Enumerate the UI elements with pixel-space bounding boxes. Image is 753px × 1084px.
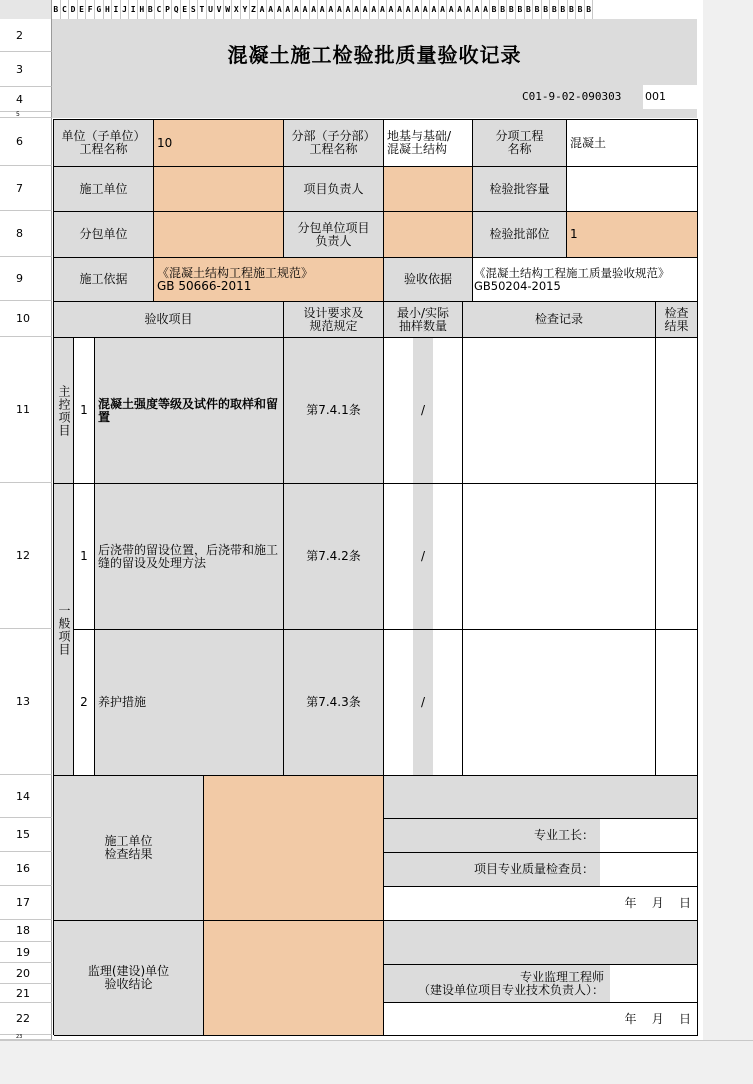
item-number: 1 xyxy=(74,338,95,484)
worksheet xyxy=(52,19,703,1040)
column-header[interactable]: X xyxy=(232,0,241,19)
column-header[interactable]: F xyxy=(86,0,95,19)
batch-capacity-label: 检验批容量 xyxy=(473,167,567,212)
row-header[interactable]: 20 xyxy=(0,963,52,984)
column-header[interactable]: C xyxy=(61,0,70,19)
row-header[interactable]: 12 xyxy=(0,483,52,629)
subcontract-unit-value[interactable] xyxy=(154,212,284,258)
column-header[interactable]: A xyxy=(456,0,465,19)
column-header[interactable]: E xyxy=(181,0,190,19)
foreman-label: 专业工长： xyxy=(384,819,600,853)
item-clause: 第7.4.3条 xyxy=(284,630,384,776)
row-header[interactable]: 5 xyxy=(0,112,52,118)
check-record-cell[interactable] xyxy=(463,338,656,484)
col-header-sample: 最小/实际 抽样数量 xyxy=(384,302,463,338)
column-header[interactable]: Q xyxy=(172,0,181,19)
batch-location-label: 检验批部位 xyxy=(473,212,567,258)
row-header[interactable]: 6 xyxy=(0,118,52,166)
construction-check-label: 施工单位 检查结果 xyxy=(54,776,204,921)
column-header[interactable]: A xyxy=(275,0,284,19)
status-area xyxy=(0,1040,753,1084)
row-header[interactable]: 21 xyxy=(0,984,52,1003)
project-manager-value[interactable] xyxy=(384,167,473,212)
acceptance-basis-value[interactable]: 《混凝土结构工程施工质量验收规范》 GB50204-2015 xyxy=(473,258,698,302)
row-header[interactable]: 19 xyxy=(0,942,52,963)
vertical-scroll-area[interactable] xyxy=(703,0,753,1040)
column-header[interactable]: B xyxy=(576,0,585,19)
column-header[interactable]: A xyxy=(318,0,327,19)
column-header[interactable]: A xyxy=(344,0,353,19)
column-header[interactable]: A xyxy=(361,0,370,19)
column-header[interactable]: A xyxy=(422,0,431,19)
form-code[interactable]: C01-9-02-090303 xyxy=(522,90,622,103)
form-code-suffix[interactable]: 001 xyxy=(643,85,697,109)
column-header[interactable]: B xyxy=(550,0,559,19)
supervision-engineer-label: 专业监理工程师 （建设单位项目专业技术负责人）： xyxy=(384,965,610,1003)
supervision-blank xyxy=(384,921,698,965)
column-header[interactable]: A xyxy=(258,0,267,19)
column-header[interactable]: A xyxy=(379,0,388,19)
unit-name-label: 单位（子单位） 工程名称 xyxy=(54,120,154,167)
supervision-engineer-signature[interactable] xyxy=(610,965,698,1003)
column-header[interactable]: A xyxy=(413,0,422,19)
column-header[interactable]: B xyxy=(533,0,542,19)
row-header[interactable]: 18 xyxy=(0,920,52,942)
actual-sample-cell[interactable] xyxy=(433,484,463,630)
item-clause: 第7.4.2条 xyxy=(284,484,384,630)
column-header[interactable]: A xyxy=(353,0,362,19)
min-sample-cell[interactable] xyxy=(384,338,413,484)
row-header-bar xyxy=(0,19,52,1040)
column-header[interactable]: A xyxy=(447,0,456,19)
min-sample-cell[interactable] xyxy=(384,484,413,630)
column-header[interactable]: A xyxy=(482,0,491,19)
main-control-group-label: 主控项目 xyxy=(54,338,74,484)
actual-sample-cell[interactable] xyxy=(433,338,463,484)
column-header[interactable]: B xyxy=(516,0,525,19)
column-header[interactable]: A xyxy=(284,0,293,19)
select-all-corner[interactable] xyxy=(0,0,52,19)
column-header[interactable]: B xyxy=(499,0,508,19)
inspector-label: 项目专业质量检查员： xyxy=(384,853,600,887)
column-header[interactable]: B xyxy=(52,0,61,19)
inspection-table xyxy=(53,119,698,1035)
column-header[interactable]: A xyxy=(404,0,413,19)
sample-slash: / xyxy=(413,484,433,630)
row-header[interactable]: 7 xyxy=(0,166,52,211)
check-record-cell[interactable] xyxy=(463,630,656,776)
project-manager-label: 项目负责人 xyxy=(284,167,384,212)
column-header[interactable]: A xyxy=(465,0,474,19)
column-header[interactable]: A xyxy=(439,0,448,19)
column-header[interactable]: A xyxy=(336,0,345,19)
min-sample-cell[interactable] xyxy=(384,630,413,776)
row-header[interactable]: 15 xyxy=(0,818,52,852)
sample-slash: / xyxy=(413,338,433,484)
column-header[interactable]: A xyxy=(327,0,336,19)
subcontract-manager-label: 分包单位项目 负责人 xyxy=(284,212,384,258)
subunit-name-value[interactable]: 地基与基础/ 混凝土结构 xyxy=(384,120,473,167)
column-header[interactable]: A xyxy=(387,0,396,19)
column-header[interactable]: Y xyxy=(241,0,250,19)
row-header[interactable]: 9 xyxy=(0,257,52,301)
row-header[interactable]: 14 xyxy=(0,775,52,818)
construction-unit-value[interactable] xyxy=(154,167,284,212)
construction-unit-label: 施工单位 xyxy=(54,167,154,212)
column-header[interactable]: J xyxy=(121,0,130,19)
col-header-record: 检查记录 xyxy=(463,302,656,338)
construction-basis-label: 施工依据 xyxy=(54,258,154,302)
column-header[interactable]: D xyxy=(69,0,78,19)
construction-basis-value[interactable]: 《混凝土结构工程施工规范》 GB 50666-2011 xyxy=(154,258,384,302)
column-header[interactable]: A xyxy=(310,0,319,19)
general-group-label: 一般项目 xyxy=(54,484,74,776)
actual-sample-cell[interactable] xyxy=(433,630,463,776)
row-header[interactable]: 16 xyxy=(0,852,52,886)
column-header[interactable]: A xyxy=(430,0,439,19)
batch-location-value[interactable]: 1 xyxy=(567,212,698,258)
column-header[interactable]: B xyxy=(490,0,499,19)
column-header[interactable]: C xyxy=(155,0,164,19)
item-clause: 第7.4.1条 xyxy=(284,338,384,484)
column-header[interactable]: H xyxy=(104,0,113,19)
column-header[interactable]: B xyxy=(559,0,568,19)
column-header[interactable]: S xyxy=(190,0,199,19)
column-header[interactable]: H xyxy=(138,0,147,19)
item-name: 混凝土强度等级及试件的取样和留置 xyxy=(95,338,284,484)
column-header[interactable]: W xyxy=(224,0,233,19)
column-header[interactable]: Z xyxy=(250,0,259,19)
col-header-items: 验收项目 xyxy=(54,302,284,338)
column-header[interactable]: U xyxy=(207,0,216,19)
inspector-signature[interactable] xyxy=(600,853,698,887)
column-header[interactable]: I xyxy=(112,0,121,19)
check-result-cell[interactable] xyxy=(656,484,698,630)
check-record-cell[interactable] xyxy=(463,484,656,630)
check-result-cell[interactable] xyxy=(656,338,698,484)
row-header[interactable]: 23 xyxy=(0,1035,52,1040)
column-header[interactable]: A xyxy=(293,0,302,19)
column-header[interactable]: P xyxy=(164,0,173,19)
row-header[interactable]: 10 xyxy=(0,301,52,337)
construction-check-result[interactable] xyxy=(204,776,384,921)
column-header[interactable]: T xyxy=(198,0,207,19)
foreman-signature[interactable] xyxy=(600,819,698,853)
col-header-design: 设计要求及 规范规定 xyxy=(284,302,384,338)
construction-date[interactable]: 年 月 日 xyxy=(384,887,698,921)
column-header[interactable]: B xyxy=(147,0,156,19)
column-header[interactable]: B xyxy=(507,0,516,19)
row-header[interactable]: 11 xyxy=(0,337,52,483)
item-name-value[interactable]: 混凝土 xyxy=(567,120,698,167)
unit-name-value[interactable]: 10 xyxy=(154,120,284,167)
construction-check-blank xyxy=(384,776,698,819)
item-number: 2 xyxy=(74,630,95,776)
column-header[interactable]: I xyxy=(129,0,138,19)
column-header[interactable]: B xyxy=(568,0,577,19)
row-header[interactable]: 3 xyxy=(0,52,52,87)
column-header[interactable]: B xyxy=(585,0,594,19)
supervision-date[interactable]: 年 月 日 xyxy=(384,1003,698,1036)
row-header[interactable]: 22 xyxy=(0,1003,52,1035)
batch-capacity-value[interactable] xyxy=(567,167,698,212)
acceptance-basis-label: 验收依据 xyxy=(384,258,473,302)
item-name-label: 分项工程 名称 xyxy=(473,120,567,167)
column-header-cells xyxy=(52,0,593,19)
subcontract-manager-value[interactable] xyxy=(384,212,473,258)
col-header-result: 检查 结果 xyxy=(656,302,698,338)
column-header[interactable]: B xyxy=(542,0,551,19)
row-header[interactable]: 2 xyxy=(0,19,52,52)
column-header[interactable]: A xyxy=(370,0,379,19)
row-header[interactable]: 8 xyxy=(0,211,52,257)
item-number: 1 xyxy=(74,484,95,630)
column-header[interactable]: A xyxy=(473,0,482,19)
column-header[interactable]: A xyxy=(267,0,276,19)
title-band xyxy=(52,19,697,118)
row-header[interactable]: 13 xyxy=(0,629,52,775)
subunit-name-label: 分部（子分部） 工程名称 xyxy=(284,120,384,167)
column-header[interactable]: A xyxy=(396,0,405,19)
item-name: 养护措施 xyxy=(95,630,284,776)
column-header[interactable]: E xyxy=(78,0,87,19)
column-header[interactable]: A xyxy=(301,0,310,19)
item-name: 后浇带的留设位置，后浇带和施工缝的留设及处理方法 xyxy=(95,484,284,630)
column-header[interactable]: B xyxy=(525,0,534,19)
column-header[interactable]: V xyxy=(215,0,224,19)
column-header[interactable]: G xyxy=(95,0,104,19)
check-result-cell[interactable] xyxy=(656,630,698,776)
row-header[interactable]: 4 xyxy=(0,87,52,112)
subcontract-unit-label: 分包单位 xyxy=(54,212,154,258)
form-title[interactable]: 混凝土施工检验批质量验收记录 xyxy=(227,43,522,67)
row-header[interactable]: 17 xyxy=(0,886,52,920)
sample-slash: / xyxy=(413,630,433,776)
supervision-conclusion[interactable] xyxy=(204,921,384,1036)
supervision-label: 监理(建设)单位 验收结论 xyxy=(54,921,204,1036)
column-header-bar xyxy=(0,0,703,20)
